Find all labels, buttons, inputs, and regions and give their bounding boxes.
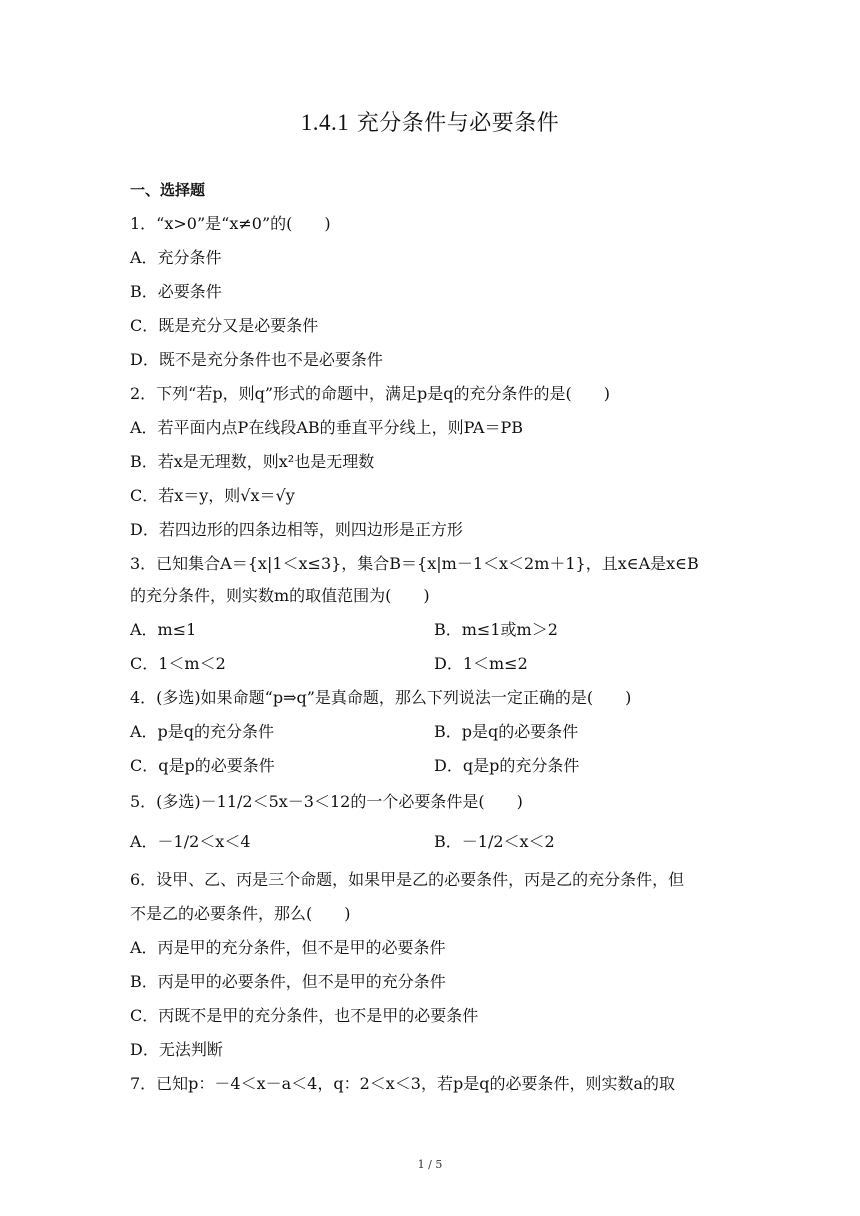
q3-option-c: C．1＜m＜2 <box>130 654 226 673</box>
q4-option-d: D．q是p的充分条件 <box>434 756 580 775</box>
q2-option-c: C．若x＝y，则√x＝√y <box>130 486 295 505</box>
q6-option-c: C．丙既不是甲的充分条件，也不是甲的必要条件 <box>130 1006 479 1025</box>
q6-option-b: B．丙是甲的必要条件，但不是甲的充分条件 <box>130 972 446 991</box>
q2-option-d: D．若四边形的四条边相等，则四边形是正方形 <box>130 520 463 539</box>
q3-option-a: A．m≤1 <box>130 620 197 639</box>
q6-stem-line2: 不是乙的必要条件，那么( ) <box>130 904 351 923</box>
q3-option-b: B．m≤1或m＞2 <box>434 620 558 639</box>
q5-stem: 5．(多选)－11/2＜5x－3＜12的一个必要条件是( ) <box>130 792 523 811</box>
q1-option-d: D．既不是充分条件也不是必要条件 <box>130 350 383 369</box>
page-number: 1 / 5 <box>417 1158 443 1171</box>
q4-option-b: B．p是q的必要条件 <box>434 722 579 741</box>
q5-option-a: A．－1/2＜x＜4 <box>130 832 251 851</box>
q3-option-d: D．1＜m≤2 <box>434 654 528 673</box>
page-title <box>0 106 860 137</box>
title-text: 充分条件与必要条件 <box>356 111 560 136</box>
q3-stem-line2: 的充分条件，则实数m的取值范围为( ) <box>130 586 430 605</box>
q4-option-c: C．q是p的必要条件 <box>130 756 275 775</box>
q4-stem: 4．(多选)如果命题“p⇒q”是真命题，那么下列说法一定正确的是( ) <box>130 688 632 707</box>
q6-option-d: D．无法判断 <box>130 1040 223 1059</box>
q4-option-a: A．p是q的充分条件 <box>130 722 275 741</box>
q2-option-a: A．若平面内点P在线段AB的垂直平分线上，则PA＝PB <box>130 418 524 437</box>
section-heading: 一、选择题 <box>130 181 206 199</box>
q2-option-b: B．若x是无理数，则x²也是无理数 <box>130 452 375 471</box>
title-number: 1.4.1 <box>300 110 350 135</box>
q5-option-b: B．－1/2＜x＜2 <box>434 832 555 851</box>
q6-stem-line1: 6．设甲、乙、丙是三个命题，如果甲是乙的必要条件，丙是乙的充分条件，但 <box>130 870 685 889</box>
q2-stem: 2．下列“若p，则q”形式的命题中，满足p是q的充分条件的是( ) <box>130 384 610 403</box>
q3-stem-line1: 3．已知集合A＝{x|1＜x≤3}，集合B＝{x|m－1＜x＜2m＋1}，且x∈A是x∈B <box>130 554 699 573</box>
q1-option-b: B．必要条件 <box>130 282 222 301</box>
q7-stem-line1: 7．已知p：－4＜x－a＜4，q：2＜x＜3，若p是q的必要条件，则实数a的取 <box>130 1074 675 1093</box>
q1-option-a: A．充分条件 <box>130 248 222 267</box>
q6-option-a: A．丙是甲的充分条件，但不是甲的必要条件 <box>130 938 446 957</box>
q1-stem: 1．“x>0”是“x≠0”的( ) <box>130 214 331 233</box>
q1-option-c: C．既是充分又是必要条件 <box>130 316 319 335</box>
